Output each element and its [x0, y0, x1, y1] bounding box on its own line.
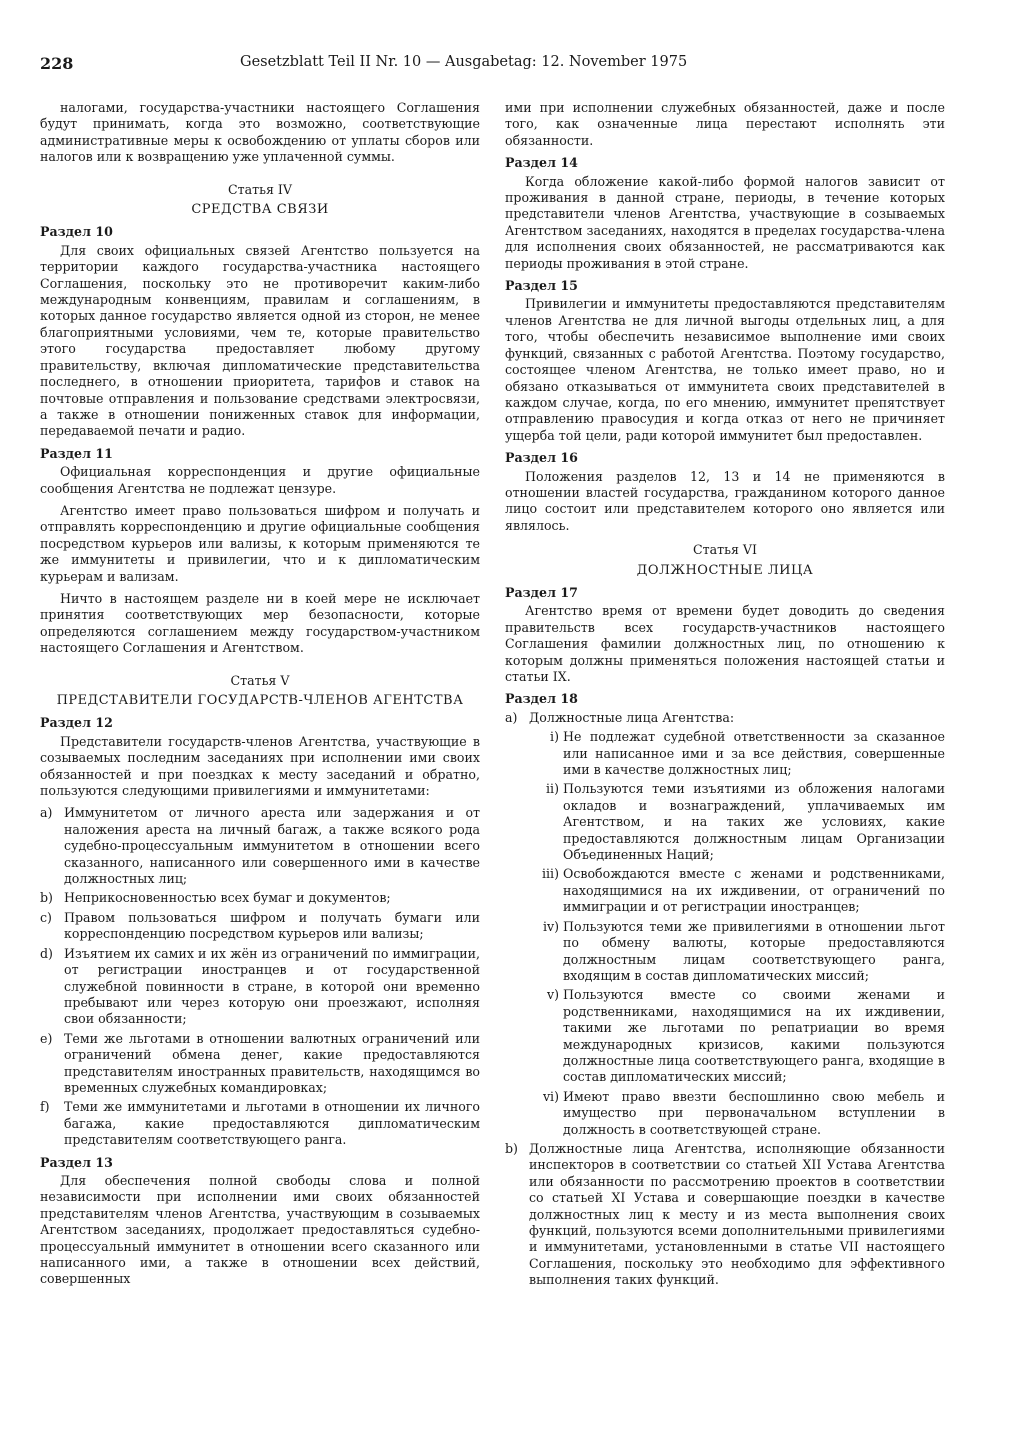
section-16-text: Положения разделов 12, 13 и 14 не применяются в отношении властей государства, гражданином которого данное лицо состоит или представителем которого оно является или являлось.: [505, 468, 945, 533]
section-17-heading: Раздел 17: [505, 584, 578, 600]
item-marker: ii): [546, 781, 559, 797]
section-18-sublist: [505, 729, 945, 1138]
item-marker: v): [546, 987, 559, 1003]
item-marker: e): [40, 1030, 53, 1046]
sub-item: [527, 781, 945, 863]
right-column: [505, 100, 945, 1292]
section-12-text: Представители государств-членов Агентства, участвующие в созываемых последним заседаниях при исполнении ими своих обязанностей и при поездках к месту заседаний и обратно, пользуются следующими привилегиями и иммунитетами:: [40, 733, 480, 799]
section-15-text: Привилегии и иммунитеты предоставляются представителям членов Агентства не для личной выгоды отдельных лиц, а для того, чтобы обеспечить независимое выполнение ими своих функций, связанных с работой Агентства. Поэтому государство, состоящее членом Агентства, не только имеет право, но и обязано отказываться от иммунитета своих представителей в каждом случае, когда, по его мнению, иммунитет препятствует отправлению правосудия и когда отказ от него не причиняет ущерба той цели, ради которой иммунитет был предоставлен.: [505, 296, 945, 443]
sub-item: [527, 987, 945, 1085]
item-text: Должностные лица Агентства, исполняющие обязанности инспекторов в соответствии со статьей XII Устава Агентства или обязанности по рассмотрению проектов в соответствии со статьей XI Устава и совершающие поездки в качестве должностных лиц к месту и из места выполнения своих функций, пользуются всеми дополнительными привилегиями и иммунитетами, установленными в статье VII настоящего Соглашения, поскольку это необходимо для эффективного выполнения таких функций.: [529, 1140, 945, 1288]
left-column: [40, 100, 480, 1288]
item-text: Пользуются вместе со своими женами и родственниками, находящимися на их иждивении, такими же льготами по репатриации во время международных кризисов, какими пользуются должностные лица соответствующего ранга, входящие в состав дипломатических миссий;: [563, 987, 945, 1085]
section-18-heading: Раздел 18: [505, 691, 578, 707]
section-11-para-3: Ничто в настоящем разделе ни в коей мере не исключает принятия соответствующих мер безопасности, которые определяются соглашением между государством-участником настоящего Соглашения и Агентством.: [40, 590, 480, 656]
list-item: [40, 946, 480, 1028]
list-item: [40, 805, 480, 887]
list-item: [40, 1099, 480, 1148]
section-13-heading: Раздел 13: [40, 1154, 113, 1170]
page-header: [40, 54, 980, 78]
section-11-para-1: Официальная корреспонденция и другие официальные сообщения Агентства не подлежат цензуре.: [40, 464, 480, 496]
item-text: Пользуются теми же привилегиями в отношении льгот по обмену валюты, которые предоставляются должностным лицам соответствующего ранга, входящим в состав дипломатических миссий;: [563, 918, 945, 983]
item-text: Освобождаются вместе с женами и родственниками, находящимися на их иждивении, от ограничений по иммиграции и от регистрации иностранцев;: [563, 866, 945, 915]
item-marker: iii): [542, 866, 559, 882]
article-4-label: Статья IV: [228, 181, 292, 197]
item-text: Имеют право ввезти беспошлинно свою мебель и имущество при первоначальном вступлении в должность в соответствующей стране.: [563, 1088, 945, 1137]
running-title: Gesetzblatt Teil II Nr. 10 — Ausgabetag: 12. November 1975: [240, 54, 688, 70]
item-text: Должностные лица Агентства:: [529, 709, 735, 725]
section-14-heading: Раздел 14: [505, 155, 578, 171]
article-6-title: ДОЛЖНОСТНЫЕ ЛИЦА: [636, 562, 814, 578]
item-text: Правом пользоваться шифром и получать бумаги или корреспонденцию посредством курьеров или вализы;: [64, 909, 480, 942]
sub-item: [527, 919, 945, 985]
list-item: [40, 910, 480, 943]
item-text: Не подлежат судебной ответственности за сказанное или написанное ими и за все действия, совершенные ими в качестве должностных лиц;: [563, 729, 945, 778]
list-item: [505, 1141, 945, 1289]
item-marker: c): [40, 909, 52, 925]
item-marker: vi): [542, 1088, 559, 1104]
article-5-label: Статья V: [230, 672, 290, 688]
sub-item: [527, 866, 945, 915]
page-number: 228: [40, 54, 74, 73]
item-marker: d): [40, 945, 53, 961]
section-15-heading: Раздел 15: [505, 278, 578, 294]
list-item: [505, 710, 945, 726]
section-11-heading: Раздел 11: [40, 445, 113, 461]
item-text: Изъятием их самих и их жён из ограничений по иммиграции, от регистрации иностранцев и от государственной служебной повинности в стране, в которой они временно пребывают или через которую они проезжают, исполняя свои обязанности;: [64, 945, 480, 1027]
item-text: Теми же льготами в отношении валютных ограничений или ограничений обмена денег, какие предоставляются представителям иностранных правительств, находящимся во временных служебных командировках;: [64, 1030, 480, 1095]
section-13-text: Для обеспечения полной свободы слова и полной независимости при исполнении ими своих обязанностей представителям членов Агентства, участвующим в созываемых Агентством заседаниях, продолжает предоставляться судебно-процессуальный иммунитет в отношении всего сказанного или написанного ими, а также в отношении всех действий, совершенных: [40, 1172, 480, 1287]
section-10-heading: Раздел 10: [40, 224, 113, 240]
list-item: [40, 890, 480, 906]
item-text: Иммунитетом от личного ареста или задержания и от наложения ареста на личный багаж, а также всякого рода судебно-процессуальным иммунитетом в отношении всего сказанного, написанного или совершенного ими в качестве должностных лиц;: [64, 805, 480, 887]
article-6-label: Статья VI: [693, 542, 757, 558]
continued-paragraph: ими при исполнении служебных обязанностей, даже и после того, как означенные лица перестают исполнять эти обязанности.: [505, 100, 945, 148]
sub-item: [527, 1089, 945, 1138]
item-marker: a): [505, 709, 518, 725]
item-marker: f): [40, 1099, 50, 1115]
sub-item: [527, 729, 945, 778]
section-12-heading: Раздел 12: [40, 715, 113, 731]
section-12-list: [40, 805, 480, 1148]
item-marker: iv): [542, 918, 559, 934]
section-17-text: Агентство время от времени будет доводить до сведения правительств всех государств-участников настоящего Соглашения фамилии должностных лиц, по отношению к которым должны применяться положения настоящей статьи и статьи IX.: [505, 603, 945, 684]
section-10-text: Для своих официальных связей Агентство пользуется на территории каждого государства-участника настоящего Соглашения, поскольку это не противоречит каким-либо международным конвенциям, правилам и соглашениям, в которых данное государство является одной из сторон, не менее благоприятными условиями, чем те, которые правительство этого государства предоставляет любому другому правительству, включая дипломатические представительства последнего, в отношении приоритета, тарифов и ставок на почтовые отправления и пользование средствами электросвязи, а также в отношении пониженных ставок для информации, передаваемой печати и радио.: [40, 242, 480, 439]
item-marker: b): [505, 1140, 518, 1156]
item-marker: b): [40, 890, 53, 906]
list-item: [40, 1031, 480, 1097]
item-text: Пользуются теми изъятиями из обложения налогами окладов и вознаграждений, уплачиваемых им Агентством, и на таких же условиях, какие предоставляются должностным лицам Организации Объединенных Наций;: [563, 781, 945, 863]
item-text: Неприкосновенностью всех бумаг и документов;: [64, 890, 391, 906]
item-text: Теми же иммунитетами и льготами в отношении их личного багажа, какие предоставляются дипломатическим представителям соответствующего ранга.: [64, 1099, 480, 1148]
section-16-heading: Раздел 16: [505, 450, 578, 466]
article-5-title: ПРЕДСТАВИТЕЛИ ГОСУДАРСТВ-ЧЛЕНОВ АГЕНТСТВА: [56, 693, 464, 708]
section-14-text: Когда обложение какой-либо формой налогов зависит от проживания в данной стране, периоды, в течение которых представители членов Агентства, участвующие в созываемых Агентством заседаниях, находятся в пределах государства-члена для исполнения своих обязанностей, не рассматриваются как периоды проживания в этой стране.: [505, 173, 945, 271]
item-marker: a): [40, 805, 53, 821]
section-11-para-2: Агентство имеет право пользоваться шифром и получать и отправлять корреспонденцию и другие официальные сообщения посредством курьеров или вализы, к которым применяются те же иммунитеты и привилегии, что и к дипломатическим курьерам и вализам.: [40, 502, 480, 584]
article-4-title: СРЕДСТВА СВЯЗИ: [191, 202, 329, 218]
intro-paragraph: налогами, государства-участники настоящего Соглашения будут принимать, когда это возможно, соответствующие административные меры к освобождению от уплаты сборов или налогов или к возвращению уже уплаченной суммы.: [40, 100, 480, 165]
item-marker: i): [550, 729, 559, 745]
